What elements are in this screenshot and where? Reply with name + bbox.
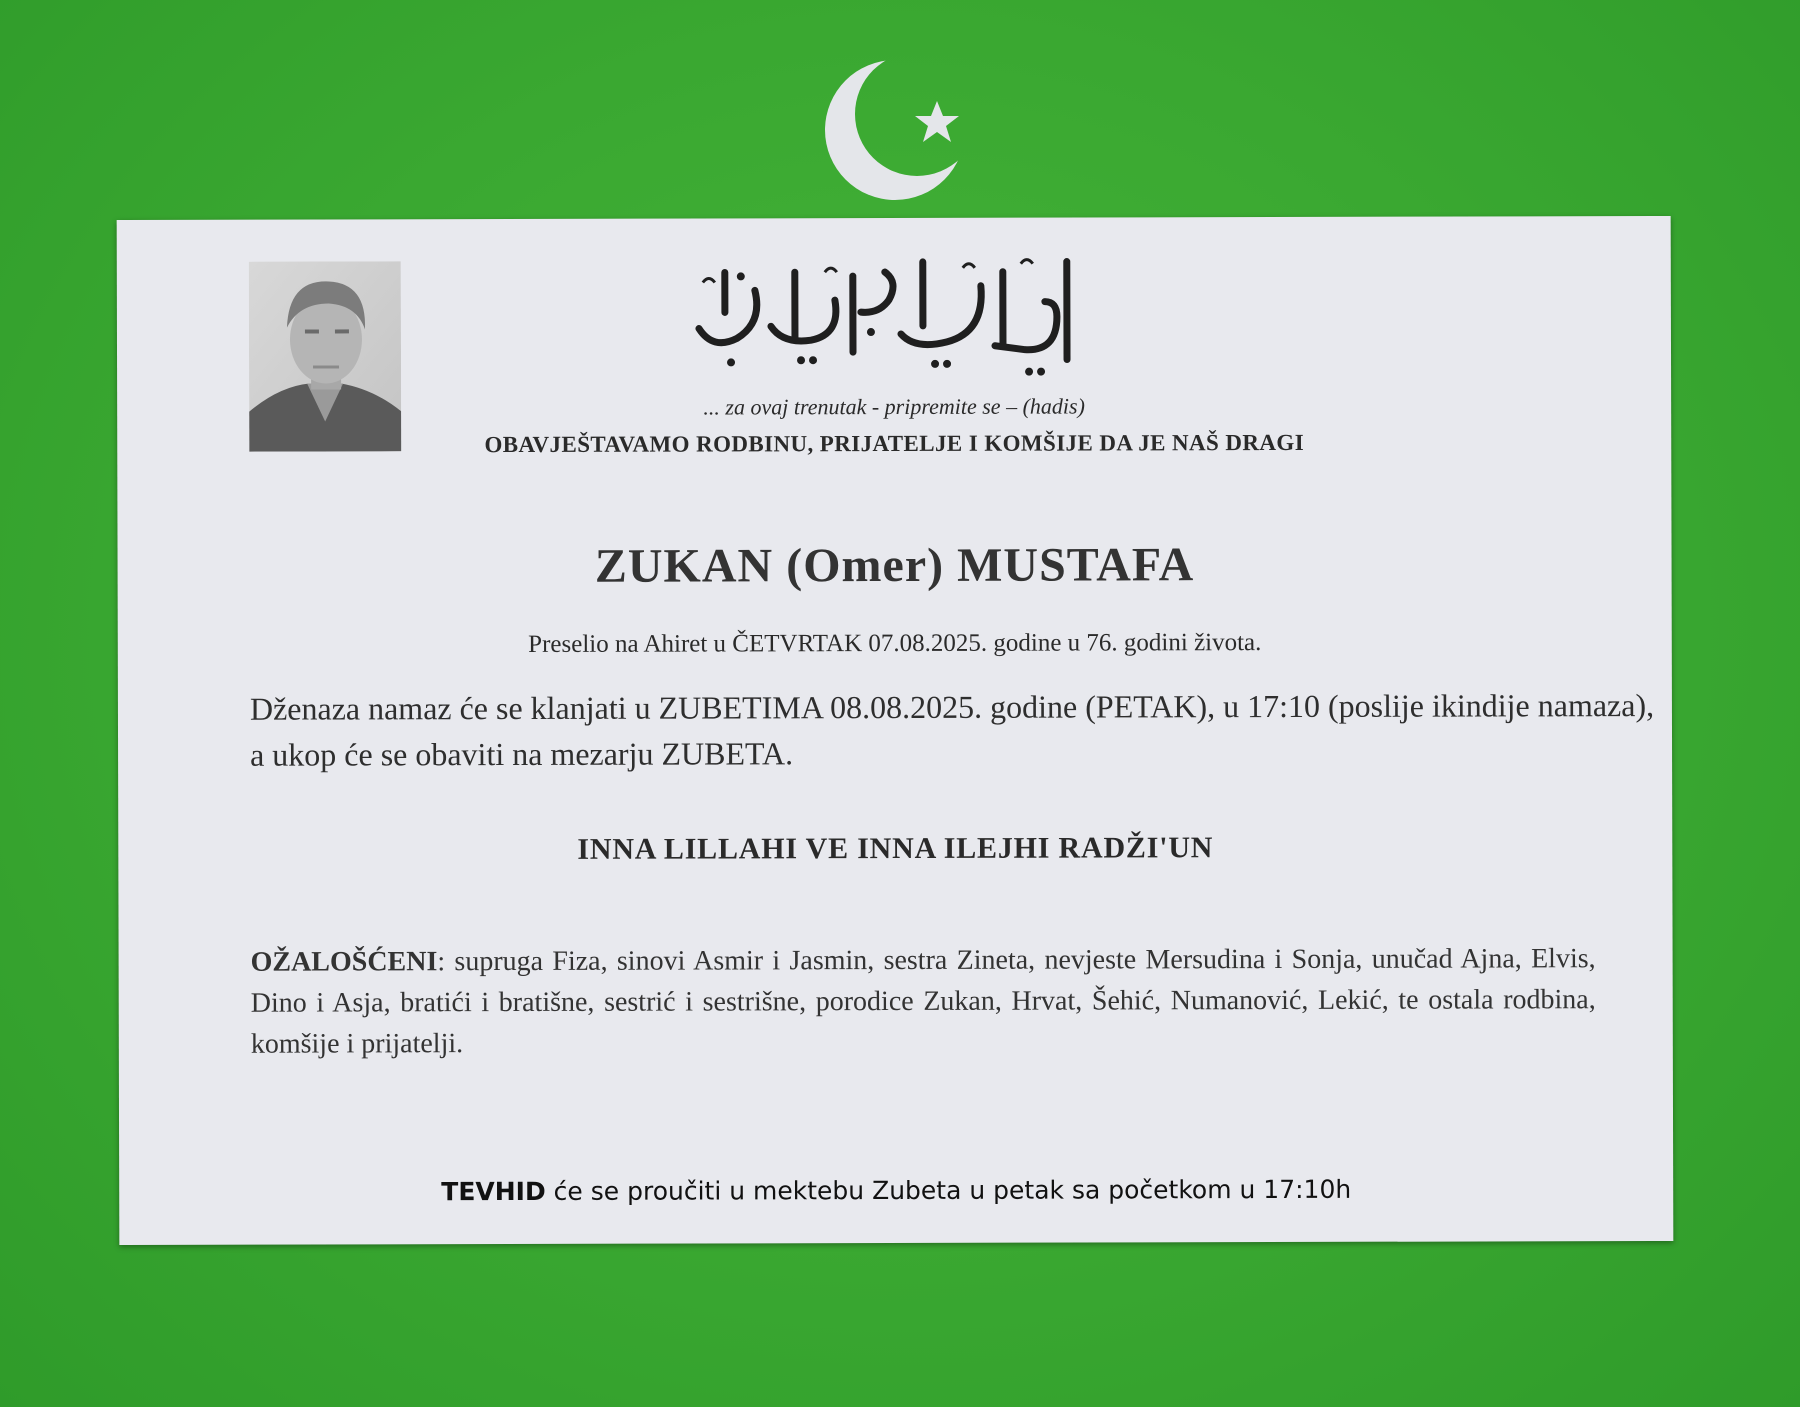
obituary-notice (117, 216, 1674, 1245)
mourners-label: OŽALOŠĆENI (250, 946, 438, 978)
deceased-name: ZUKAN (Omer) MUSTAFA (594, 538, 1195, 593)
crescent-star-icon (815, 50, 975, 210)
tevhid-line (119, 1174, 1673, 1207)
inna-lillahi-line: INNA LILLAHI VE INNA ILEJHI RADŽI'UN (577, 831, 1214, 866)
portrait-photo (249, 261, 401, 451)
mourners-paragraph (251, 938, 1596, 1065)
tevhid-label: TEVHID (441, 1176, 546, 1207)
funeral-prayer-text: Dženaza namaz će se klanjati u ZUBETIMA 08.08.2025. godine (PETAK), u 17:10 (poslije ikindije namaza), a ukop će se obaviti na mezarju ZUBETA. (249, 687, 1655, 773)
announcement-intro: OBAVJEŠTAVAMO RODBINU, PRIJATELJE I KOMŠIJE DA JE NAŠ DRAGI (484, 429, 1305, 458)
death-date-text: Preselio na Ahiret u ČETVRTAK 07.08.2025. godine u 76. godini života. (528, 629, 1262, 658)
tevhid-text: će se proučiti u mektebu Zubeta u petak sa početkom u 17:10h (545, 1174, 1352, 1206)
mourners-list: : supruga Fiza, sinovi Asmir i Jasmin, sestra Zineta, nevjeste Mersudina i Sonja, unučad Ajna, Elvis, Dino i Asja, bratići i bratišne, sestrić i sestrišne, porodice Zukan, Hrvat, Šehić, Numanović, Lekić, te ostala rodbina, komšije i prijatelji. (250, 943, 1596, 1060)
hadis-quote: ... za ovaj trenutak - pripremite se – (hadis) (703, 393, 1085, 420)
arabic-calligraphy (685, 241, 1095, 387)
